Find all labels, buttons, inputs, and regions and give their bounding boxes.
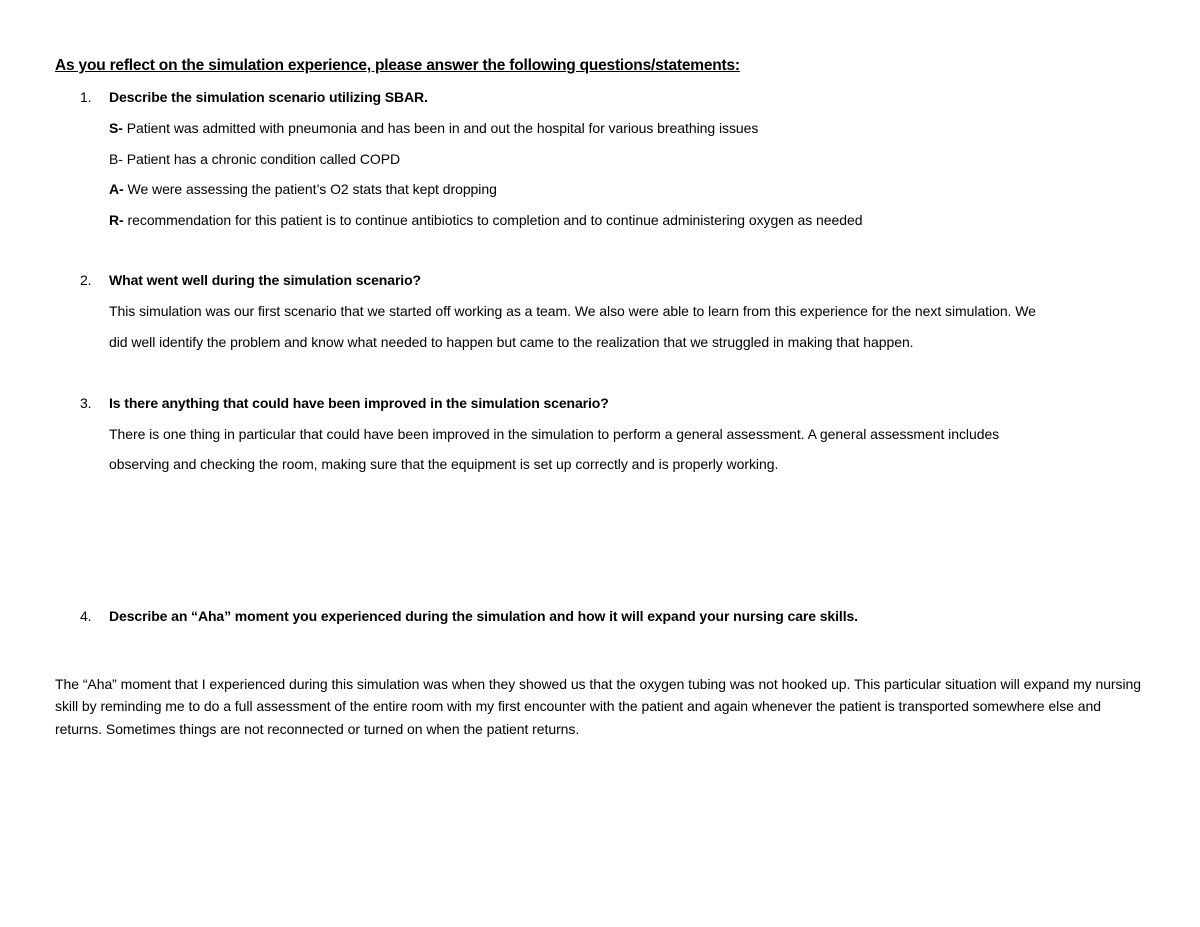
sbar-text: recommendation for this patient is to continue antibiotics to completion and to continue administering oxygen as needed xyxy=(123,212,863,228)
question-3 xyxy=(80,395,609,411)
sbar-letter: A- xyxy=(109,181,124,197)
sbar-text: Patient has a chronic condition called COPD xyxy=(122,151,401,167)
sbar-background xyxy=(109,151,400,167)
sbar-situation xyxy=(109,120,758,136)
sbar-letter: B- xyxy=(109,151,123,167)
question-number: 4. xyxy=(80,608,92,624)
answer-line: observing and checking the room, making sure that the equipment is set up correctly and is properly working. xyxy=(109,456,779,472)
question-2 xyxy=(80,272,421,288)
question-number: 1. xyxy=(80,89,92,105)
sbar-recommendation xyxy=(109,212,862,228)
question-text: Is there anything that could have been improved in the simulation scenario? xyxy=(109,395,609,411)
question-1 xyxy=(80,89,428,105)
question-number: 3. xyxy=(80,395,92,411)
question-number: 2. xyxy=(80,272,92,288)
sbar-assessment xyxy=(109,181,497,197)
question-4 xyxy=(80,608,858,624)
answer-line: There is one thing in particular that could have been improved in the simulation to perform a general assessment. A general assessment includes xyxy=(109,426,1000,442)
aha-answer-paragraph: The “Aha” moment that I experienced during this simulation was when they showed us that the oxygen tubing was not hooked up. This particular situation will expand my nursing skill by reminding me to do a full assessment of the entire room with my first encounter with the patient and again whenever the patient is transported somewhere else and returns. Sometimes things are not reconnected or turned on when the patient returns. xyxy=(55,676,1142,737)
question-text: Describe an “Aha” moment you experienced during the simulation and how it will expand your nursing care skills. xyxy=(109,608,858,624)
sbar-text: We were assessing the patient’s O2 stats that kept dropping xyxy=(123,181,497,197)
question-text: Describe the simulation scenario utilizing SBAR. xyxy=(109,89,428,105)
page-title: As you reflect on the simulation experience, please answer the following questions/statements: xyxy=(55,57,740,74)
question-text: What went well during the simulation scenario? xyxy=(109,272,421,288)
sbar-letter: R- xyxy=(109,212,124,228)
sbar-letter: S- xyxy=(109,120,123,136)
answer-line: did well identify the problem and know what needed to happen but came to the realization that we struggled in making that happen. xyxy=(109,334,914,350)
sbar-text: Patient was admitted with pneumonia and has been in and out the hospital for various breathing issues xyxy=(122,120,759,136)
answer-line: This simulation was our first scenario that we started off working as a team. We also were able to learn from this experience for the next simulation. We xyxy=(109,303,1036,319)
